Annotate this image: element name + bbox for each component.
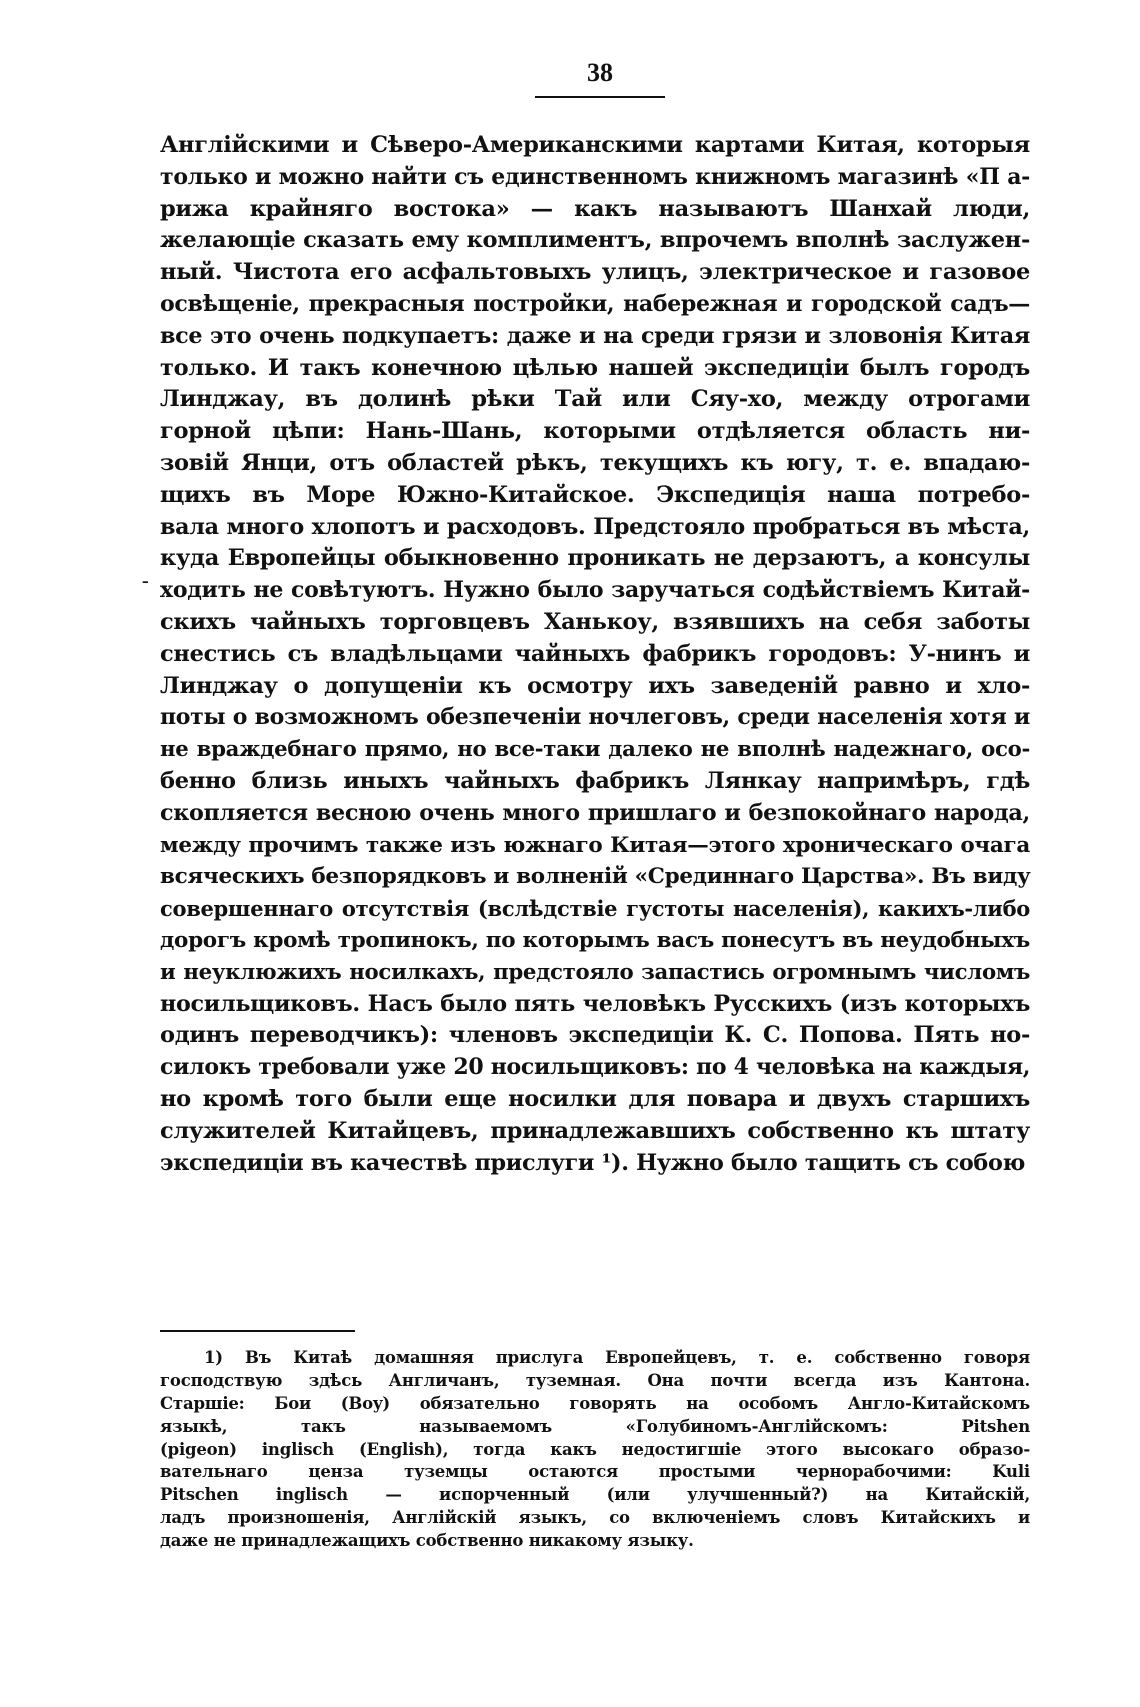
main-text [160,130,1030,1179]
text-line: не враждебнаго прямо, но все-таки далеко не вполнѣ надежнаго, осо- [160,737,1030,763]
footnote-line: (pigeon) inglisch (English), тогда какъ недостигшіе этого высокаго образо- [160,1439,1030,1459]
text-line: бенно близь иныхъ чайныхъ фабрикъ Лянкау напримѣръ, гдѣ [160,767,1030,794]
text-line: совершеннаго отсутствія (вслѣдствіе густоты населенія), какихъ-либо [160,896,1030,922]
text-line: только. И такъ конечною цѣлью нашей экспедиціи былъ городъ [160,354,1030,381]
text-line: всяческихъ безпорядковъ и волненій «Срединнаго Царства». Въ виду [160,864,1031,890]
text-line: между прочимъ также изъ южнаго Китая—этого хроническаго очага [160,832,1030,858]
text-line: вала много хлопотъ и расходовъ. Предстояло пробраться въ мѣста, [160,513,1030,540]
footnote-line: ладъ произношенія, Англійскій языкъ, со включеніемъ словъ Китайскихъ и [160,1508,1030,1528]
footnote-line: языкѣ, такъ называемомъ «Голубиномъ-Англійскомъ: Pitshen [160,1416,1030,1436]
text-line: дорогъ кромѣ тропинокъ, по которымъ васъ понесутъ въ неудобныхъ [160,927,1030,953]
text-line: Линджау, въ долинѣ рѣки Тай или Сяу-хо, между отрогами [160,386,1030,413]
text-line: Линджау о допущеніи къ осмотру ихъ заведеній равно и хло- [160,672,1030,699]
text-line: ный. Чистота его асфальтовыхъ улицъ, электрическое и газовое [160,259,1030,286]
footnote-line: даже не принадлежащихъ собственно никакому языку. [160,1531,694,1551]
text-line: рижа крайняго востока» — какъ называютъ Шанхай люди, [160,195,1030,222]
text-line: поты о возможномъ обезпеченіи ночлеговъ, среди населенія хотя и [160,704,1030,731]
text-line: только и можно найти съ единственномъ книжномъ магазинѣ «П а- [160,163,1030,190]
margin-mark: - [142,570,149,592]
footnote [160,1347,1030,1553]
text-line: носильщиковъ. Насъ было пять человѣкъ Русскихъ (изъ которыхъ [160,990,1030,1017]
text-line: желающіе сказать ему комплиментъ, впрочемъ вполнѣ заслужен- [160,227,1030,254]
footnote-line: Старшіе: Бои (Boy) обязательно говорять на особомъ Англо-Китайскомъ [160,1393,1030,1413]
page-number: 38 [587,58,613,87]
text-line: горной цѣпи: Нань-Шань, которыми отдѣляется область ни- [160,418,1030,445]
text-line: но кромѣ того были еще носилки для повара и двухъ старшихъ [160,1085,1030,1112]
text-line: скихъ чайныхъ торговцевъ Ханькоу, взявшихъ на себя заботы [160,608,1030,635]
footnote-line: Pitschen inglisch — испорченный (или улучшенный?) на Китайскій, [160,1485,1030,1505]
text-line: одинъ переводчикъ): членовъ экспедиціи К. С. Попова. Пять но- [160,1022,1030,1049]
text-line: Англійскими и Сѣверо-Американскими картами Китая, которыя [160,132,1030,158]
text-line: скопляется весною очень много пришлаго и безпокойнаго народа, [160,799,1030,826]
text-line: щихъ въ Море Южно-Китайское. Экспедиція наша потребо- [160,481,1030,508]
footnote-line: вательнаго ценза туземцы остаются простыми чернорабочими: Kuli [160,1462,1030,1482]
footnote-line: 1) Въ Китаѣ домашняя прислуга Европейцевъ, т. е. собственно говоря [204,1348,1030,1367]
footnote-line: господствую здѣсь Англичанъ, туземная. Она почти всегда изъ Кантона. [160,1370,1030,1390]
text-line: и неуклюжихъ носилкахъ, предстояло запастись огромнымъ числомъ [160,959,1030,985]
text-line: зовій Янци, отъ областей рѣкъ, текущихъ къ югу, т. е. впадаю- [160,449,1030,476]
text-line: служителей Китайцевъ, принадлежавшихъ собственно къ штату [160,1117,1030,1144]
text-line: ходить не совѣтуютъ. Нужно было заручаться содѣйствіемъ Китай- [160,577,1030,604]
text-line: экспедиціи въ качествѣ прислуги ¹). Нужно было тащить съ собою [160,1149,1026,1176]
text-line: снестись съ владѣльцами чайныхъ фабрикъ городовъ: У-нинъ и [160,640,1030,667]
page-number-underline [535,96,665,98]
text-line: освѣщеніе, прекрасныя постройки, набережная и городской садъ— [160,290,1030,317]
text-line: все это очень подкупаетъ: даже и на среди грязи и зловонія Китая [160,322,1030,349]
text-line: куда Европейцы обыкновенно проникать не дерзаютъ, а консулы [160,545,1030,572]
footnote-separator [160,1330,355,1332]
text-line: силокъ требовали уже 20 носильщиковъ: по 4 человѣка на каждыя, [160,1054,1031,1081]
